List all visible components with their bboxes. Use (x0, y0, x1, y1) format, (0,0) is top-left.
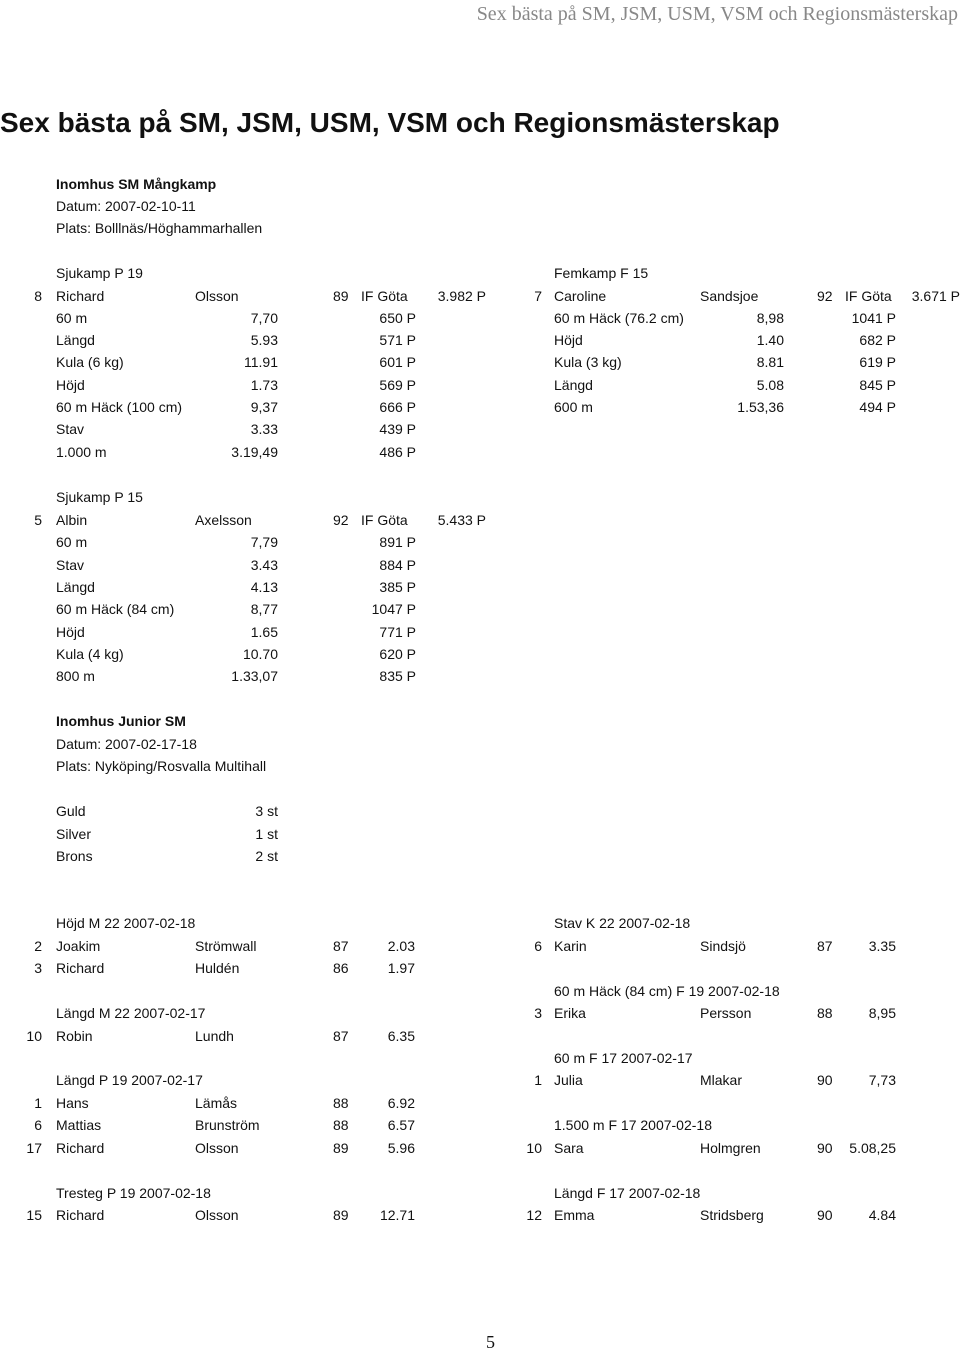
event-result: 8.81 (756, 354, 784, 370)
result-place: 15 (26, 1207, 42, 1223)
event-name: 1.000 m (56, 444, 107, 460)
result-first-name: Karin (554, 938, 587, 954)
result-last-name: Mlakar (700, 1072, 743, 1088)
result-value: 12.71 (379, 1207, 415, 1223)
athlete-total: 3.982 P (437, 288, 486, 304)
event-name: Höjd (56, 624, 85, 640)
athlete-year: 92 (817, 288, 833, 304)
event-title: Tresteg P 19 2007-02-18 (56, 1185, 211, 1201)
athlete-club: IF Göta (361, 288, 408, 304)
result-first-name: Richard (56, 1140, 105, 1156)
section-plats: Plats: Nyköping/Rosvalla Multihall (56, 758, 267, 774)
event-name: Längd (554, 377, 593, 393)
result-place: 2 (34, 938, 42, 954)
event-result: 1.65 (250, 624, 278, 640)
athlete-place: 5 (34, 512, 42, 528)
event-name: 60 m Häck (100 cm) (56, 399, 183, 415)
event-title: Höjd M 22 2007-02-18 (56, 915, 196, 931)
athlete-last-name: Axelsson (195, 512, 252, 528)
event-name: 60 m (56, 534, 88, 550)
result-year: 88 (817, 1005, 833, 1021)
result-year: 87 (333, 938, 349, 954)
result-value: 5.08,25 (849, 1140, 896, 1156)
event-points: 385 P (379, 579, 416, 595)
event-title: 60 m Häck (84 cm) F 19 2007-02-18 (554, 983, 780, 999)
event-result: 1.33,07 (231, 668, 278, 684)
result-year: 87 (333, 1028, 349, 1044)
result-last-name: Olsson (195, 1140, 239, 1156)
event-points: 1041 P (851, 310, 896, 326)
event-title: 1.500 m F 17 2007-02-18 (554, 1117, 712, 1133)
event-name: Kula (3 kg) (554, 354, 622, 370)
event-result: 10.70 (242, 646, 278, 662)
event-points: 650 P (379, 310, 416, 326)
result-value: 3.35 (868, 938, 896, 954)
event-result: 11.91 (244, 354, 278, 370)
result-year: 90 (817, 1072, 833, 1088)
event-name: Höjd (554, 332, 583, 348)
result-value: 6.92 (387, 1095, 415, 1111)
event-title: Stav K 22 2007-02-18 (554, 915, 691, 931)
result-first-name: Hans (56, 1095, 89, 1111)
event-name: Kula (6 kg) (56, 354, 124, 370)
medal-label: Silver (56, 826, 92, 842)
event-name: Kula (4 kg) (56, 646, 124, 662)
result-value: 4.84 (868, 1207, 896, 1223)
result-last-name: Persson (700, 1005, 752, 1021)
result-first-name: Robin (56, 1028, 93, 1044)
event-points: 666 P (379, 399, 416, 415)
section-datum: Datum: 2007-02-17-18 (56, 736, 197, 752)
event-points: 884 P (379, 557, 416, 573)
result-place: 17 (26, 1140, 42, 1156)
result-place: 3 (34, 960, 42, 976)
event-points: 682 P (859, 332, 896, 348)
event-name: 60 m (56, 310, 88, 326)
athlete-first-name: Albin (56, 512, 88, 528)
medal-label: Guld (56, 803, 86, 819)
medal-count: 2 st (255, 848, 278, 864)
athlete-place: 7 (534, 288, 542, 304)
result-place: 12 (526, 1207, 542, 1223)
result-place: 10 (526, 1140, 542, 1156)
result-last-name: Stridsberg (700, 1207, 764, 1223)
result-year: 89 (333, 1140, 349, 1156)
result-year: 87 (817, 938, 833, 954)
event-title: Sjukamp P 19 (56, 265, 143, 281)
event-title: Längd F 17 2007-02-18 (554, 1185, 701, 1201)
event-points: 494 P (859, 399, 896, 415)
event-title: Längd P 19 2007-02-17 (56, 1072, 203, 1088)
event-points: 439 P (379, 421, 416, 437)
result-year: 90 (817, 1140, 833, 1156)
result-first-name: Emma (554, 1207, 595, 1223)
event-points: 601 P (379, 354, 416, 370)
athlete-first-name: Richard (56, 288, 105, 304)
medal-count: 1 st (255, 826, 278, 842)
athlete-year: 89 (333, 288, 349, 304)
event-result: 8,98 (756, 310, 784, 326)
event-title: Längd M 22 2007-02-17 (56, 1005, 206, 1021)
result-value: 5.96 (387, 1140, 415, 1156)
event-result: 7,79 (250, 534, 278, 550)
medal-count: 3 st (255, 803, 278, 819)
section-datum: Datum: 2007-02-10-11 (56, 198, 196, 214)
athlete-last-name: Olsson (195, 288, 239, 304)
section-heading-inomhus-junior-sm: Inomhus Junior SM (56, 713, 186, 729)
running-header: Sex bästa på SM, JSM, USM, VSM och Regionsmästerskap (476, 3, 958, 25)
result-place: 6 (534, 938, 542, 954)
event-title: Sjukamp P 15 (56, 489, 143, 505)
event-points: 845 P (859, 377, 896, 393)
result-value: 6.57 (387, 1117, 415, 1133)
result-value: 7,73 (868, 1072, 896, 1088)
athlete-place: 8 (34, 288, 42, 304)
result-last-name: Holmgren (700, 1140, 761, 1156)
event-points: 835 P (379, 668, 416, 684)
athlete-first-name: Caroline (554, 288, 607, 304)
result-place: 1 (34, 1095, 42, 1111)
result-first-name: Richard (56, 960, 105, 976)
result-place: 10 (26, 1028, 42, 1044)
athlete-club: IF Göta (845, 288, 892, 304)
result-year: 89 (333, 1207, 349, 1223)
event-result: 8,77 (250, 601, 278, 617)
result-first-name: Richard (56, 1207, 105, 1223)
result-place: 6 (34, 1117, 42, 1133)
event-name: 600 m (554, 399, 593, 415)
athlete-club: IF Göta (361, 512, 408, 528)
event-name: 60 m Häck (76.2 cm) (554, 310, 684, 326)
event-points: 486 P (379, 444, 416, 460)
result-last-name: Huldén (195, 960, 240, 976)
athlete-total: 5.433 P (437, 512, 486, 528)
event-points: 771 P (379, 624, 416, 640)
event-result: 4.13 (250, 579, 278, 595)
section-heading-inomhus-sm: Inomhus SM Mångkamp (56, 176, 217, 192)
event-result: 5.93 (250, 332, 278, 348)
medal-label: Brons (56, 848, 93, 864)
athlete-last-name: Sandsjoe (700, 288, 759, 304)
result-year: 88 (333, 1095, 349, 1111)
result-value: 6.35 (387, 1028, 415, 1044)
event-title: 60 m F 17 2007-02-17 (554, 1050, 693, 1066)
event-result: 9,37 (250, 399, 278, 415)
athlete-total: 3.671 P (911, 288, 960, 304)
result-last-name: Lundh (195, 1028, 234, 1044)
event-name: Höjd (56, 377, 85, 393)
result-value: 1.97 (387, 960, 415, 976)
event-result: 3.19,49 (231, 444, 278, 460)
result-year: 88 (333, 1117, 349, 1133)
result-first-name: Julia (554, 1072, 583, 1088)
page-number: 5 (486, 1332, 495, 1352)
result-year: 86 (333, 960, 349, 976)
event-result: 5.08 (756, 377, 784, 393)
page-title: Sex bästa på SM, JSM, USM, VSM och Regionsmästerskap (0, 107, 780, 138)
event-title: Femkamp F 15 (554, 265, 649, 281)
result-last-name: Olsson (195, 1207, 239, 1223)
event-name: Längd (56, 579, 95, 595)
event-result: 1.40 (756, 332, 784, 348)
result-last-name: Lämås (195, 1095, 238, 1111)
result-place: 3 (534, 1005, 542, 1021)
event-result: 3.43 (250, 557, 278, 573)
event-points: 569 P (379, 377, 416, 393)
event-result: 1.53,36 (737, 399, 784, 415)
result-first-name: Erika (554, 1005, 586, 1021)
event-points: 571 P (379, 332, 416, 348)
result-first-name: Mattias (56, 1117, 102, 1133)
result-value: 2.03 (387, 938, 415, 954)
event-points: 619 P (859, 354, 896, 370)
athlete-year: 92 (333, 512, 349, 528)
result-first-name: Sara (554, 1140, 584, 1156)
result-value: 8,95 (868, 1005, 896, 1021)
result-last-name: Brunström (195, 1117, 260, 1133)
event-points: 891 P (379, 534, 416, 550)
result-last-name: Sindsjö (700, 938, 746, 954)
result-first-name: Joakim (56, 938, 101, 954)
event-name: Stav (56, 557, 85, 573)
event-points: 620 P (379, 646, 416, 662)
event-result: 1.73 (250, 377, 278, 393)
event-name: Stav (56, 421, 85, 437)
result-year: 90 (817, 1207, 833, 1223)
event-name: 800 m (56, 668, 95, 684)
event-name: Längd (56, 332, 95, 348)
event-name: 60 m Häck (84 cm) (56, 601, 175, 617)
event-result: 3.33 (250, 421, 278, 437)
event-points: 1047 P (371, 601, 416, 617)
result-last-name: Strömwall (195, 938, 257, 954)
event-result: 7,70 (250, 310, 278, 326)
section-plats: Plats: Bolllnäs/Höghammarhallen (56, 220, 263, 236)
result-place: 1 (534, 1072, 542, 1088)
